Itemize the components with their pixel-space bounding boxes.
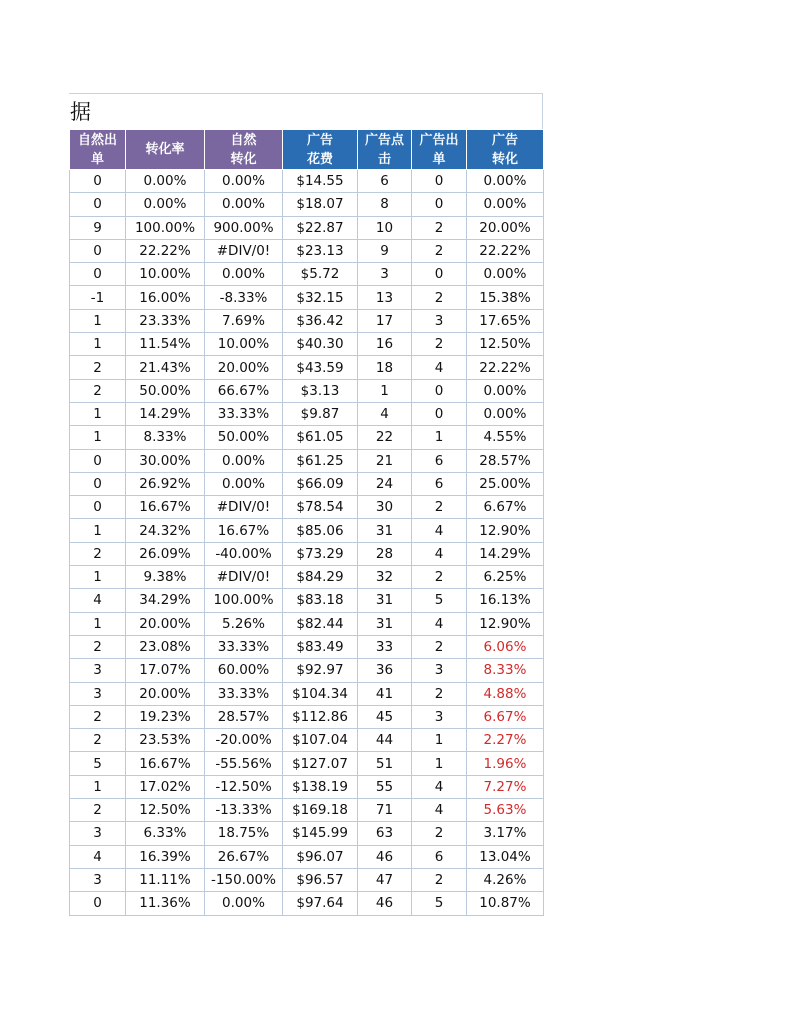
cell-natural-conversion[interactable]: 0.00% [205,170,283,193]
cell-ad-clicks[interactable]: 31 [358,612,412,635]
cell-natural-conversion[interactable]: -40.00% [205,542,283,565]
cell-conversion-rate[interactable]: 23.08% [126,635,205,658]
cell-natural-conversion[interactable]: 50.00% [205,426,283,449]
cell-ad-orders[interactable]: 4 [412,775,467,798]
cell-conversion-rate[interactable]: 11.36% [126,892,205,915]
cell-ad-conversion[interactable]: 28.57% [467,449,544,472]
table-row [70,496,544,519]
table-row [70,566,544,589]
cell-ad-conversion[interactable]: 0.00% [467,263,544,286]
cell-natural-conversion[interactable]: 16.67% [205,519,283,542]
cell-ad-spend[interactable]: $32.15 [283,286,358,309]
cell-natural-conversion[interactable]: #DIV/0! [205,566,283,589]
cell-ad-orders[interactable]: 6 [412,845,467,868]
cell-natural-conversion[interactable]: 7.69% [205,309,283,332]
cell-ad-clicks[interactable]: 51 [358,752,412,775]
cell-natural-orders[interactable]: 2 [70,542,126,565]
cell-ad-spend[interactable]: $9.87 [283,402,358,425]
cell-ad-conversion[interactable]: 0.00% [467,170,544,193]
table-row [70,333,544,356]
cell-ad-clicks[interactable]: 18 [358,356,412,379]
cell-conversion-rate[interactable]: 22.22% [126,239,205,262]
cell-natural-orders[interactable]: 2 [70,635,126,658]
cell-ad-clicks[interactable]: 22 [358,426,412,449]
cell-ad-clicks[interactable]: 8 [358,193,412,216]
cell-conversion-rate[interactable]: 26.92% [126,472,205,495]
cell-conversion-rate[interactable]: 11.54% [126,333,205,356]
cell-ad-conversion[interactable]: 4.88% [467,682,544,705]
cell-ad-spend[interactable]: $78.54 [283,496,358,519]
cell-conversion-rate[interactable]: 6.33% [126,822,205,845]
cell-conversion-rate[interactable]: 19.23% [126,705,205,728]
cell-natural-orders[interactable]: 3 [70,822,126,845]
cell-ad-clicks[interactable]: 16 [358,333,412,356]
cell-natural-conversion[interactable]: 20.00% [205,356,283,379]
cell-ad-orders[interactable]: 0 [412,193,467,216]
cell-conversion-rate[interactable]: 0.00% [126,170,205,193]
cell-ad-conversion[interactable]: 12.90% [467,612,544,635]
cell-ad-orders[interactable]: 4 [412,799,467,822]
cell-ad-clicks[interactable]: 13 [358,286,412,309]
cell-ad-spend[interactable]: $43.59 [283,356,358,379]
cell-ad-conversion[interactable]: 6.67% [467,705,544,728]
cell-ad-spend[interactable]: $83.18 [283,589,358,612]
cell-ad-spend[interactable]: $61.05 [283,426,358,449]
table-row [70,612,544,635]
table-row [70,542,544,565]
table-row [70,519,544,542]
cell-natural-conversion[interactable]: -150.00% [205,868,283,891]
cell-natural-conversion[interactable]: -8.33% [205,286,283,309]
table-body [70,170,544,916]
cell-conversion-rate[interactable]: 0.00% [126,193,205,216]
table-row [70,170,544,193]
cell-ad-spend[interactable]: $66.09 [283,472,358,495]
table-row [70,309,544,332]
table-row [70,868,544,891]
cell-conversion-rate[interactable]: 8.33% [126,426,205,449]
cell-conversion-rate[interactable]: 16.67% [126,752,205,775]
cell-ad-spend[interactable]: $22.87 [283,216,358,239]
table-row [70,356,544,379]
cell-ad-spend[interactable]: $107.04 [283,729,358,752]
cell-ad-clicks[interactable]: 47 [358,868,412,891]
cell-natural-orders[interactable]: 2 [70,799,126,822]
table-row [70,892,544,915]
cell-ad-clicks[interactable]: 21 [358,449,412,472]
cell-ad-spend[interactable]: $96.57 [283,868,358,891]
cell-conversion-rate[interactable]: 100.00% [126,216,205,239]
cell-conversion-rate[interactable]: 17.07% [126,659,205,682]
cell-natural-orders[interactable]: 0 [70,496,126,519]
cell-ad-orders[interactable]: 1 [412,752,467,775]
cell-natural-conversion[interactable]: 100.00% [205,589,283,612]
table-row [70,589,544,612]
table-row [70,449,544,472]
cell-ad-orders[interactable]: 2 [412,566,467,589]
cell-ad-clicks[interactable]: 6 [358,170,412,193]
data-table [69,129,544,916]
cell-natural-orders[interactable]: -1 [70,286,126,309]
cell-ad-orders[interactable]: 3 [412,309,467,332]
cell-ad-orders[interactable]: 2 [412,286,467,309]
header-ad-spend[interactable]: 广告 花费 [283,130,358,170]
cell-ad-clicks[interactable]: 31 [358,519,412,542]
cell-natural-orders[interactable]: 2 [70,729,126,752]
table-row [70,379,544,402]
cell-ad-orders[interactable]: 5 [412,589,467,612]
cell-natural-conversion[interactable]: 900.00% [205,216,283,239]
cell-ad-spend[interactable]: $83.49 [283,635,358,658]
cell-ad-orders[interactable]: 2 [412,239,467,262]
cell-ad-clicks[interactable]: 17 [358,309,412,332]
cell-natural-orders[interactable]: 4 [70,845,126,868]
cell-natural-conversion[interactable]: 60.00% [205,659,283,682]
table-row [70,286,544,309]
cell-ad-spend[interactable]: $23.13 [283,239,358,262]
cell-ad-spend[interactable]: $97.64 [283,892,358,915]
cell-natural-orders[interactable]: 0 [70,472,126,495]
cell-natural-orders[interactable]: 2 [70,379,126,402]
cell-natural-conversion[interactable]: 66.67% [205,379,283,402]
cell-natural-conversion[interactable]: 33.33% [205,682,283,705]
table-row [70,216,544,239]
cell-ad-spend[interactable]: $112.86 [283,705,358,728]
cell-natural-orders[interactable]: 1 [70,612,126,635]
table-row [70,705,544,728]
cell-natural-orders[interactable]: 0 [70,239,126,262]
cell-ad-spend[interactable]: $82.44 [283,612,358,635]
cell-ad-orders[interactable]: 6 [412,449,467,472]
cell-natural-conversion[interactable]: 10.00% [205,333,283,356]
cell-natural-orders[interactable]: 1 [70,333,126,356]
cell-ad-orders[interactable]: 3 [412,659,467,682]
cell-conversion-rate[interactable]: 23.53% [126,729,205,752]
cell-ad-orders[interactable]: 2 [412,682,467,705]
cell-ad-conversion[interactable]: 4.26% [467,868,544,891]
cell-ad-conversion[interactable]: 15.38% [467,286,544,309]
cell-ad-conversion[interactable]: 16.13% [467,589,544,612]
cell-ad-spend[interactable]: $40.30 [283,333,358,356]
cell-ad-clicks[interactable]: 36 [358,659,412,682]
cell-natural-orders[interactable]: 4 [70,589,126,612]
cell-natural-conversion[interactable]: 0.00% [205,193,283,216]
cell-natural-orders[interactable]: 3 [70,682,126,705]
cell-ad-orders[interactable]: 2 [412,822,467,845]
cell-ad-orders[interactable]: 2 [412,333,467,356]
cell-conversion-rate[interactable]: 17.02% [126,775,205,798]
cell-ad-clicks[interactable]: 28 [358,542,412,565]
cell-ad-clicks[interactable]: 63 [358,822,412,845]
cell-ad-clicks[interactable]: 31 [358,589,412,612]
cell-ad-spend[interactable]: $36.42 [283,309,358,332]
cell-ad-orders[interactable]: 4 [412,356,467,379]
cell-natural-orders[interactable]: 1 [70,309,126,332]
cell-ad-conversion[interactable]: 13.04% [467,845,544,868]
cell-ad-clicks[interactable]: 46 [358,892,412,915]
header-ad-orders[interactable]: 广告出 单 [412,130,467,170]
cell-ad-clicks[interactable]: 4 [358,402,412,425]
cell-natural-orders[interactable]: 9 [70,216,126,239]
header-ad-conversion[interactable]: 广告 转化 [467,130,544,170]
cell-ad-clicks[interactable]: 44 [358,729,412,752]
cell-ad-spend[interactable]: $127.07 [283,752,358,775]
header-natural-orders[interactable]: 自然出 单 [70,130,126,170]
cell-ad-orders[interactable]: 1 [412,729,467,752]
cell-natural-conversion[interactable]: 18.75% [205,822,283,845]
cell-ad-spend[interactable]: $96.07 [283,845,358,868]
table-row [70,635,544,658]
cell-ad-conversion[interactable]: 22.22% [467,356,544,379]
cell-ad-spend[interactable]: $73.29 [283,542,358,565]
cell-ad-clicks[interactable]: 55 [358,775,412,798]
cell-conversion-rate[interactable]: 16.67% [126,496,205,519]
sheet-title: 据 [69,93,543,129]
table-row [70,193,544,216]
cell-ad-conversion[interactable]: 0.00% [467,379,544,402]
cell-natural-conversion[interactable]: 5.26% [205,612,283,635]
cell-ad-orders[interactable]: 6 [412,472,467,495]
cell-natural-conversion[interactable]: 33.33% [205,635,283,658]
cell-natural-orders[interactable]: 2 [70,705,126,728]
header-ad-clicks[interactable]: 广告点 击 [358,130,412,170]
cell-ad-conversion[interactable]: 1.96% [467,752,544,775]
table-row [70,822,544,845]
cell-ad-orders[interactable]: 0 [412,170,467,193]
cell-natural-conversion[interactable]: 0.00% [205,449,283,472]
cell-natural-orders[interactable]: 0 [70,449,126,472]
cell-natural-orders[interactable]: 3 [70,868,126,891]
cell-ad-clicks[interactable]: 3 [358,263,412,286]
cell-ad-conversion[interactable]: 7.27% [467,775,544,798]
cell-natural-conversion[interactable]: #DIV/0! [205,496,283,519]
cell-ad-conversion[interactable]: 6.67% [467,496,544,519]
spreadsheet [69,93,543,916]
cell-natural-conversion[interactable]: #DIV/0! [205,239,283,262]
cell-ad-conversion[interactable]: 6.25% [467,566,544,589]
cell-natural-conversion[interactable]: -13.33% [205,799,283,822]
table-row [70,729,544,752]
cell-ad-orders[interactable]: 1 [412,426,467,449]
table-row [70,845,544,868]
cell-ad-spend[interactable]: $5.72 [283,263,358,286]
cell-conversion-rate[interactable]: 12.50% [126,799,205,822]
cell-ad-orders[interactable]: 4 [412,612,467,635]
cell-natural-conversion[interactable]: 0.00% [205,892,283,915]
cell-ad-clicks[interactable]: 24 [358,472,412,495]
cell-ad-spend[interactable]: $61.25 [283,449,358,472]
cell-natural-conversion[interactable]: -20.00% [205,729,283,752]
cell-ad-conversion[interactable]: 0.00% [467,402,544,425]
cell-ad-orders[interactable]: 5 [412,892,467,915]
cell-ad-clicks[interactable]: 41 [358,682,412,705]
cell-ad-spend[interactable]: $84.29 [283,566,358,589]
cell-conversion-rate[interactable]: 16.00% [126,286,205,309]
table-row [70,799,544,822]
table-row [70,426,544,449]
cell-ad-conversion[interactable]: 0.00% [467,193,544,216]
cell-ad-clicks[interactable]: 32 [358,566,412,589]
table-row [70,239,544,262]
cell-ad-clicks[interactable]: 33 [358,635,412,658]
table-row [70,402,544,425]
cell-conversion-rate[interactable]: 20.00% [126,682,205,705]
cell-ad-conversion[interactable]: 20.00% [467,216,544,239]
cell-ad-spend[interactable]: $92.97 [283,659,358,682]
cell-natural-conversion[interactable]: 0.00% [205,472,283,495]
cell-conversion-rate[interactable]: 9.38% [126,566,205,589]
cell-ad-orders[interactable]: 2 [412,635,467,658]
table-row [70,263,544,286]
table-row [70,659,544,682]
cell-conversion-rate[interactable]: 34.29% [126,589,205,612]
cell-ad-clicks[interactable]: 1 [358,379,412,402]
cell-ad-conversion[interactable]: 25.00% [467,472,544,495]
cell-conversion-rate[interactable]: 14.29% [126,402,205,425]
cell-conversion-rate[interactable]: 24.32% [126,519,205,542]
cell-ad-conversion[interactable]: 22.22% [467,239,544,262]
cell-natural-orders[interactable]: 2 [70,356,126,379]
cell-natural-conversion[interactable]: -12.50% [205,775,283,798]
cell-ad-conversion[interactable]: 2.27% [467,729,544,752]
cell-ad-spend[interactable]: $3.13 [283,379,358,402]
cell-natural-orders[interactable]: 0 [70,892,126,915]
cell-conversion-rate[interactable]: 21.43% [126,356,205,379]
cell-ad-clicks[interactable]: 10 [358,216,412,239]
cell-ad-orders[interactable]: 3 [412,705,467,728]
cell-natural-orders[interactable]: 1 [70,775,126,798]
cell-ad-spend[interactable]: $138.19 [283,775,358,798]
cell-natural-orders[interactable]: 0 [70,263,126,286]
cell-ad-conversion[interactable]: 10.87% [467,892,544,915]
cell-conversion-rate[interactable]: 10.00% [126,263,205,286]
cell-ad-conversion[interactable]: 12.90% [467,519,544,542]
cell-ad-orders[interactable]: 2 [412,216,467,239]
cell-conversion-rate[interactable]: 50.00% [126,379,205,402]
cell-natural-orders[interactable]: 1 [70,426,126,449]
cell-natural-conversion[interactable]: 28.57% [205,705,283,728]
cell-ad-conversion[interactable]: 5.63% [467,799,544,822]
cell-ad-clicks[interactable]: 71 [358,799,412,822]
cell-ad-orders[interactable]: 2 [412,496,467,519]
cell-ad-conversion[interactable]: 14.29% [467,542,544,565]
cell-conversion-rate[interactable]: 20.00% [126,612,205,635]
cell-ad-spend[interactable]: $85.06 [283,519,358,542]
header-conversion-rate[interactable]: 转化率 [126,130,205,170]
cell-ad-orders[interactable]: 0 [412,402,467,425]
cell-ad-spend[interactable]: $145.99 [283,822,358,845]
cell-ad-conversion[interactable]: 8.33% [467,659,544,682]
table-row [70,472,544,495]
cell-conversion-rate[interactable]: 23.33% [126,309,205,332]
cell-ad-spend[interactable]: $104.34 [283,682,358,705]
cell-natural-conversion[interactable]: 26.67% [205,845,283,868]
cell-conversion-rate[interactable]: 16.39% [126,845,205,868]
cell-ad-spend[interactable]: $18.07 [283,193,358,216]
cell-ad-conversion[interactable]: 4.55% [467,426,544,449]
cell-ad-conversion[interactable]: 3.17% [467,822,544,845]
cell-natural-orders[interactable]: 3 [70,659,126,682]
cell-natural-conversion[interactable]: -55.56% [205,752,283,775]
table-header-row [70,130,544,170]
table-row [70,752,544,775]
cell-ad-spend[interactable]: $169.18 [283,799,358,822]
cell-ad-conversion[interactable]: 6.06% [467,635,544,658]
header-natural-conversion[interactable]: 自然 转化 [205,130,283,170]
cell-natural-orders[interactable]: 1 [70,519,126,542]
cell-ad-conversion[interactable]: 12.50% [467,333,544,356]
table-row [70,682,544,705]
cell-ad-orders[interactable]: 4 [412,519,467,542]
cell-conversion-rate[interactable]: 26.09% [126,542,205,565]
cell-ad-clicks[interactable]: 46 [358,845,412,868]
cell-natural-orders[interactable]: 1 [70,566,126,589]
cell-natural-orders[interactable]: 5 [70,752,126,775]
cell-natural-orders[interactable]: 1 [70,402,126,425]
cell-natural-conversion[interactable]: 33.33% [205,402,283,425]
cell-natural-orders[interactable]: 0 [70,170,126,193]
cell-ad-conversion[interactable]: 17.65% [467,309,544,332]
cell-ad-clicks[interactable]: 9 [358,239,412,262]
cell-ad-spend[interactable]: $14.55 [283,170,358,193]
cell-ad-orders[interactable]: 2 [412,868,467,891]
cell-conversion-rate[interactable]: 11.11% [126,868,205,891]
cell-ad-orders[interactable]: 4 [412,542,467,565]
cell-natural-conversion[interactable]: 0.00% [205,263,283,286]
cell-ad-clicks[interactable]: 30 [358,496,412,519]
cell-natural-orders[interactable]: 0 [70,193,126,216]
cell-ad-orders[interactable]: 0 [412,379,467,402]
table-row [70,775,544,798]
cell-ad-orders[interactable]: 0 [412,263,467,286]
cell-ad-clicks[interactable]: 45 [358,705,412,728]
cell-conversion-rate[interactable]: 30.00% [126,449,205,472]
